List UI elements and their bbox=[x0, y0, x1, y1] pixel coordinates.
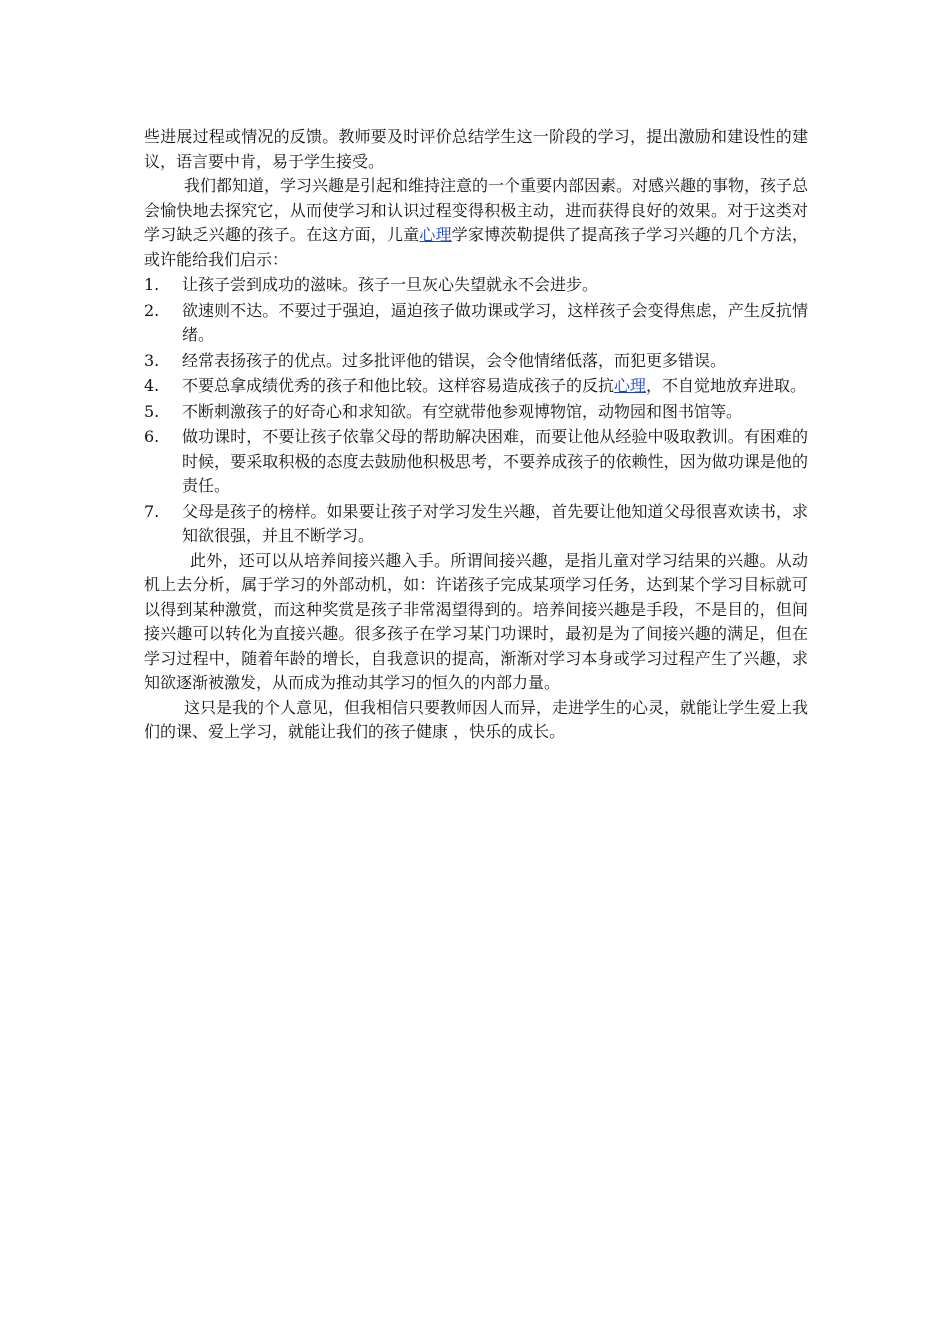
list-item bbox=[144, 400, 808, 425]
list-item-text: 做功课时，不要让孩子依靠父母的帮助解决困难，而要让他从经验中吸取教训。有困难的时候，要采取积极的态度去鼓励他积极思考，不要养成孩子的依赖性，因为做功课是他的责任。 bbox=[182, 427, 808, 495]
paragraph-feedback: 些进展过程或情况的反馈。教师要及时评价总结学生这一阶段的学习，提出激励和建设性的建议，语言要中肯，易于学生接受。 bbox=[144, 127, 808, 171]
document-body bbox=[144, 125, 808, 745]
list-item-text: 经常表扬孩子的优点。过多批评他的错误，会令他情绪低落，而犯更多错误。 bbox=[182, 350, 727, 370]
list-item bbox=[144, 425, 808, 499]
list-item-number: 1. bbox=[144, 275, 160, 294]
list-item-text bbox=[182, 374, 808, 399]
list-item-text-start: 不要总拿成绩优秀的孩子和他比较。这样容易造成孩子的反抗 bbox=[182, 376, 615, 395]
list-item-text: 让孩子尝到成功的滋味。孩子一旦灰心失望就永不会进步。 bbox=[182, 275, 599, 294]
list-item-number: 3. bbox=[144, 350, 160, 370]
list-item-number: 2. bbox=[144, 300, 160, 320]
list-item bbox=[144, 500, 808, 549]
paragraph-interest bbox=[144, 174, 808, 272]
list-item-text: 父母是孩子的榜样。如果要让孩子对学习发生兴趣，首先要让他知道父母很喜欢读书，求知欲很强，并且不断学习。 bbox=[182, 501, 808, 545]
list-item-text: 不断刺激孩子的好奇心和求知欲。有空就带他参观博物馆，动物园和图书馆等。 bbox=[182, 401, 743, 421]
list-item bbox=[144, 349, 808, 374]
paragraph-interest-text-end: 学家博茨勒提供了提高孩子学习兴趣的几个方法，或许能给我们启示： bbox=[144, 225, 808, 269]
paragraph-indirect-interest: 此外，还可以从培养间接兴趣入手。所谓间接兴趣，是指儿童对学习结果的兴趣。从动机上去分析，属于学习的外部动机，如：许诺孩子完成某项学习任务，达到某个学习目标就可以得到某种激赏，而这种奖赏是孩子非常渴望得到的。培养间接兴趣是手段，不是目的，但间接兴趣可以转化为直接兴趣。很多孩子在学习某门功课时，最初是为了间接兴趣的满足，但在学习过程中，随着年龄的增长，自我意识的提高，渐渐对学习本身或学习过程产生了兴趣，求知欲逐渐被激发，从而成为推动其学习的恒久的内部力量。 bbox=[144, 550, 808, 692]
list-item-number: 6. bbox=[144, 427, 160, 446]
paragraph-conclusion: 这只是我的个人意见，但我相信只要教师因人而异，走进学生的心灵，就能让学生爱上我们的课、爱上学习，就能让我们的孩子健康 ，快乐的成长。 bbox=[144, 697, 809, 741]
list-item bbox=[144, 374, 808, 399]
list-item bbox=[144, 273, 808, 298]
list-item bbox=[144, 299, 808, 348]
list-item-text-end: ，不自觉地放弃进取。 bbox=[646, 376, 807, 395]
psychology-link[interactable]: 心理 bbox=[419, 225, 452, 244]
paragraph-interest-text: 我们都知道，学习兴趣是引起和维持注意的一个重要内部因素。对感兴趣的事物，孩子总会愉快地去探究它，从而使学习和认识过程变得积极主动，进而获得良好的效果。对于这类对学习缺乏兴趣的孩子。在这方面，儿童 bbox=[144, 176, 809, 244]
list-item-number: 5. bbox=[144, 401, 160, 421]
list-item-number: 4. bbox=[144, 376, 160, 395]
list-item-text: 欲速则不达。不要过于强迫，逼迫孩子做功课或学习，这样孩子会变得焦虑，产生反抗情绪。 bbox=[182, 300, 808, 344]
psychology-link[interactable]: 心理 bbox=[614, 376, 647, 395]
list-item-number: 7. bbox=[144, 501, 160, 521]
